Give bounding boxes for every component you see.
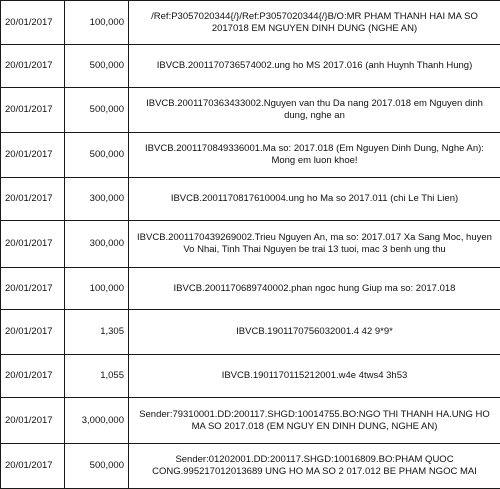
table-row (1, 133, 500, 178)
table-row (1, 310, 500, 355)
amount-cell: 1,305 (65, 310, 129, 355)
date-cell: 20/01/2017 (1, 355, 65, 398)
date-cell: 20/01/2017 (1, 310, 65, 355)
description-cell: IBVCB.2001170849336001.Ma so: 2017.018 (Em Nguyen Dinh Dung, Nghe An): Mong em luon khoe! (129, 133, 500, 178)
amount-cell: 500,000 (65, 45, 129, 88)
description-cell: IBVCB.2001170817610004.ung ho Ma so 2017.011 (chi Le Thi Lien) (129, 178, 500, 221)
date-cell: 20/01/2017 (1, 221, 65, 268)
description-cell: IBVCB.1901170115212001.w4e 4tws4 3h53 (129, 355, 500, 398)
amount-cell: 500,000 (65, 444, 129, 489)
amount-cell: 300,000 (65, 178, 129, 221)
description-cell: IBVCB.2001170689740002.phan ngoc hung Giup ma so: 2017.018 (129, 268, 500, 310)
description-cell: IBVCB.2001170439269002.Trieu Nguyen An, ma so: 2017.017 Xa Sang Moc, huyen Vo Nhai, Tinh Thai Nguyen be trai 13 tuoi, mac 3 benh ung thu (129, 221, 500, 268)
amount-cell: 3,000,000 (65, 398, 129, 444)
table-row (1, 398, 500, 444)
table-row (1, 221, 500, 268)
date-cell: 20/01/2017 (1, 178, 65, 221)
description-cell: IBVCB.1901170756032001.4 42 9*9* (129, 310, 500, 355)
table-row (1, 268, 500, 310)
table-row (1, 444, 500, 489)
date-cell: 20/01/2017 (1, 444, 65, 489)
date-cell: 20/01/2017 (1, 398, 65, 444)
amount-cell: 300,000 (65, 221, 129, 268)
description-cell: IBVCB.2001170363433002.Nguyen van thu Da nang 2017.018 em Nguyen dinh dung, nghe an (129, 88, 500, 133)
description-cell: Sender:01202001.DD:200117.SHGD:10016809.BO:PHAM QUOC CONG.995217012013689 UNG HO MA SO 2 017.012 BE PHAM NGOC MAI (129, 444, 500, 489)
description-cell: IBVCB.2001170736574002.ung ho MS 2017.016 (anh Huynh Thanh Hung) (129, 45, 500, 88)
table-row (1, 45, 500, 88)
amount-cell: 500,000 (65, 133, 129, 178)
date-cell: 20/01/2017 (1, 268, 65, 310)
date-cell: 20/01/2017 (1, 88, 65, 133)
amount-cell: 500,000 (65, 88, 129, 133)
date-cell: 20/01/2017 (1, 133, 65, 178)
table-row (1, 1, 500, 45)
description-cell: Sender:79310001.DD:200117.SHGD:10014755.BO:NGO THI THANH HA.UNG HO MA SO 2017.018 (EM NGUY EN DINH DUNG, NGHE AN) (129, 398, 500, 444)
date-cell: 20/01/2017 (1, 1, 65, 45)
table-row (1, 355, 500, 398)
amount-cell: 100,000 (65, 268, 129, 310)
date-cell: 20/01/2017 (1, 45, 65, 88)
table-row (1, 178, 500, 221)
description-cell: /Ref:P3057020344{/}/Ref:P3057020344{/}B/O:MR PHAM THANH HAI MA SO 2017018 EM NGUYEN DINH DUNG (NGHE AN) (129, 1, 500, 45)
amount-cell: 100,000 (65, 1, 129, 45)
table-row (1, 88, 500, 133)
amount-cell: 1,055 (65, 355, 129, 398)
